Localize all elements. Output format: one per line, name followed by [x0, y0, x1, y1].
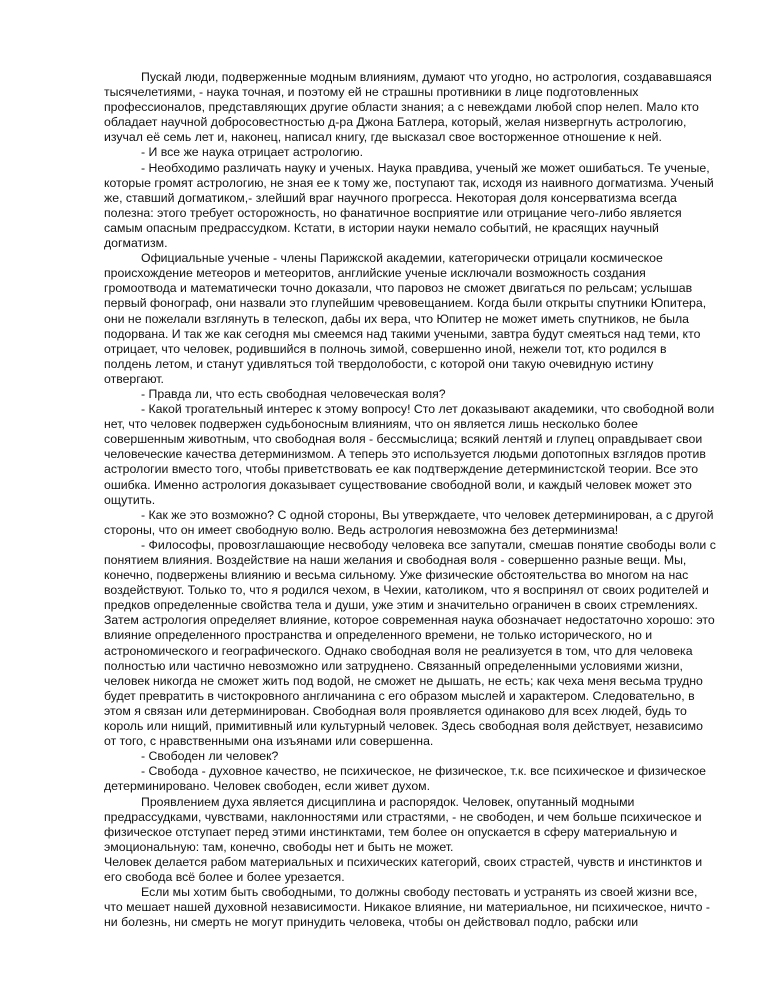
paragraph: Человек делается рабом материальных и психических категорий, своих страстей, чувств и инстинктов и его свобода всё более и более урезается.	[104, 854, 703, 884]
paragraph: - Как же это возможно? С одной стороны, Вы утверждаете, что человек детерминирован, а с другой стороны, что он имеет свободную волю. Ведь астрология невозможна без детерминизма!	[104, 507, 714, 537]
paragraph: Проявлением духа является дисциплина и распорядок. Человек, опутанный модными предрассудками, чувствами, наклонностями или страстями, - не свободен, и чем больше психическое и физическое отступает перед этими инстинктами, тем более он опускается в сферу материальную и эмоциональную: там, конечно, свободы нет и быть не может.	[104, 794, 702, 854]
paragraph: - Необходимо различать науку и ученых. Наука правдива, ученый же может ошибаться. Те ученые, которые громят астрологию, не зная ее к тому же, поступают так, исходя из наивного догматизма. Ученый же, ставший догматиком,- злейший враг научного прогресса. Некоторая доля консерватизма всегда полезна: этого требует осторожность, но фанатичное восприятие или отрицание чего-либо является самым опасным предрассудком. Кстати, в истории науки немало событий, не красящих научный догматизм.	[104, 160, 714, 251]
paragraph: - Свобода - духовное качество, не психическое, не физическое, т.к. все психическое и физическое детерминировано. Человек свободен, если живет духом.	[104, 764, 706, 794]
paragraph: - Свободен ли человек?	[141, 749, 279, 764]
document-page	[104, 70, 716, 930]
paragraph: Официальные ученые - члены Парижской академии, категорически отрицали космическое происхождение метеоров и метеоритов, английские ученые исключали возможность создания громоотвода и математически точно доказали, что паровоз не сможет двигаться по рельсам; услышав первый фонограф, они назвали это глупейшим чревовещанием. Когда были открыты спутники Юпитера, они не пожелали взглянуть в телескоп, дабы их вера, что Юпитер не может иметь спутников, не была подорвана. И так же как сегодня мы смеемся над такими учеными, завтра будут смеяться над теми, кто отрицает, что человек, родившийся в полночь зимой, совершенно иной, нежели тот, кто родился в полдень летом, и станут удивляться той твердолобости, с которой они такую очевидную истину отвергают.	[104, 251, 707, 386]
paragraph: - Философы, провозглашающие несвободу человека все запутали, смешав понятие свободы воли с понятием влияния. Воздействие на наши желания и свободная воля - совершенно разные вещи. Мы, конечно, подвержены влиянию и весьма сильному. Уже физические обстоятельства во многом на нас воздействуют. Только то, что я родился чехом, в Чехии, католиком, что я воспринял от своих родителей и предков определенные свойства тела и души, уже этим и значительно ограничен в своих стремлениях. Затем астрология определяет влияние, которое современная наука обозначает недостаточно хорошо: это влияние определенного пространства и определенного времени, не только исторического, но и астрономического и географического. Однако свободная воля не реализуется в том, что для человека полностью или частично невозможно или затруднено. Связанный определенными условиями жизни, человек никогда не сможет жить под водой, не сможет не дышать, не есть; как чеха меня весьма трудно будет превратить в чистокровного англичанина с его образом мыслей и характером. Следовательно, в этом я связан или детерминирован. Свободная воля проявляется одинаково для всех людей, будь то король или нищий, примитивный или культурный человек. Здесь свободная воля действует, независимо от того, с нравственными она изъянами или совершенна.	[104, 537, 716, 749]
paragraph: - И все же наука отрицает астрологию.	[141, 145, 364, 160]
paragraph: Пускай люди, подверженные модным влияниям, думают что угодно, но астрология, создававшаяся тысячелетиями, - наука точная, и поэтому ей не страшны противники в лице подготовленных профессионалов, представляющих другие области знания; а с невеждами любой спор нелеп. Мало кто обладает научной добросовестностью д-ра Джона Батлера, который, желая низвергнуть астрологию, изучал её семь лет и, наконец, написал книгу, где высказал свое восторженное отношение к ней.	[104, 70, 712, 145]
paragraph: - Какой трогательный интерес к этому вопросу! Сто лет доказывают академики, что свободной воли нет, что человек подвержен судьбоносным влияниям, что он является лишь несколько более совершенным животным, что свободная воля - бессмыслица; всякий лентяй и глупец оправдывает свои человеческие качества детерминизмом. А теперь это используется людьми допотопных взглядов против астрологии вместо того, чтобы приветствовать ее как подтверждение детерминистской теории. Все это ошибка. Именно астрология доказывает существование свободной воли, и каждый человек может это ощутить.	[104, 402, 715, 507]
paragraph: Если мы хотим быть свободными, то должны свободу пестовать и устранять из своей жизни все, что мешает нашей духовной независимости. Никакое влияние, ни материальное, ни психическое, ничто - ни болезнь, ни смерть не могут принудить человека, чтобы он действовал подло, рабски или	[104, 885, 711, 930]
paragraph: - Правда ли, что есть свободная человеческая воля?	[141, 386, 446, 401]
